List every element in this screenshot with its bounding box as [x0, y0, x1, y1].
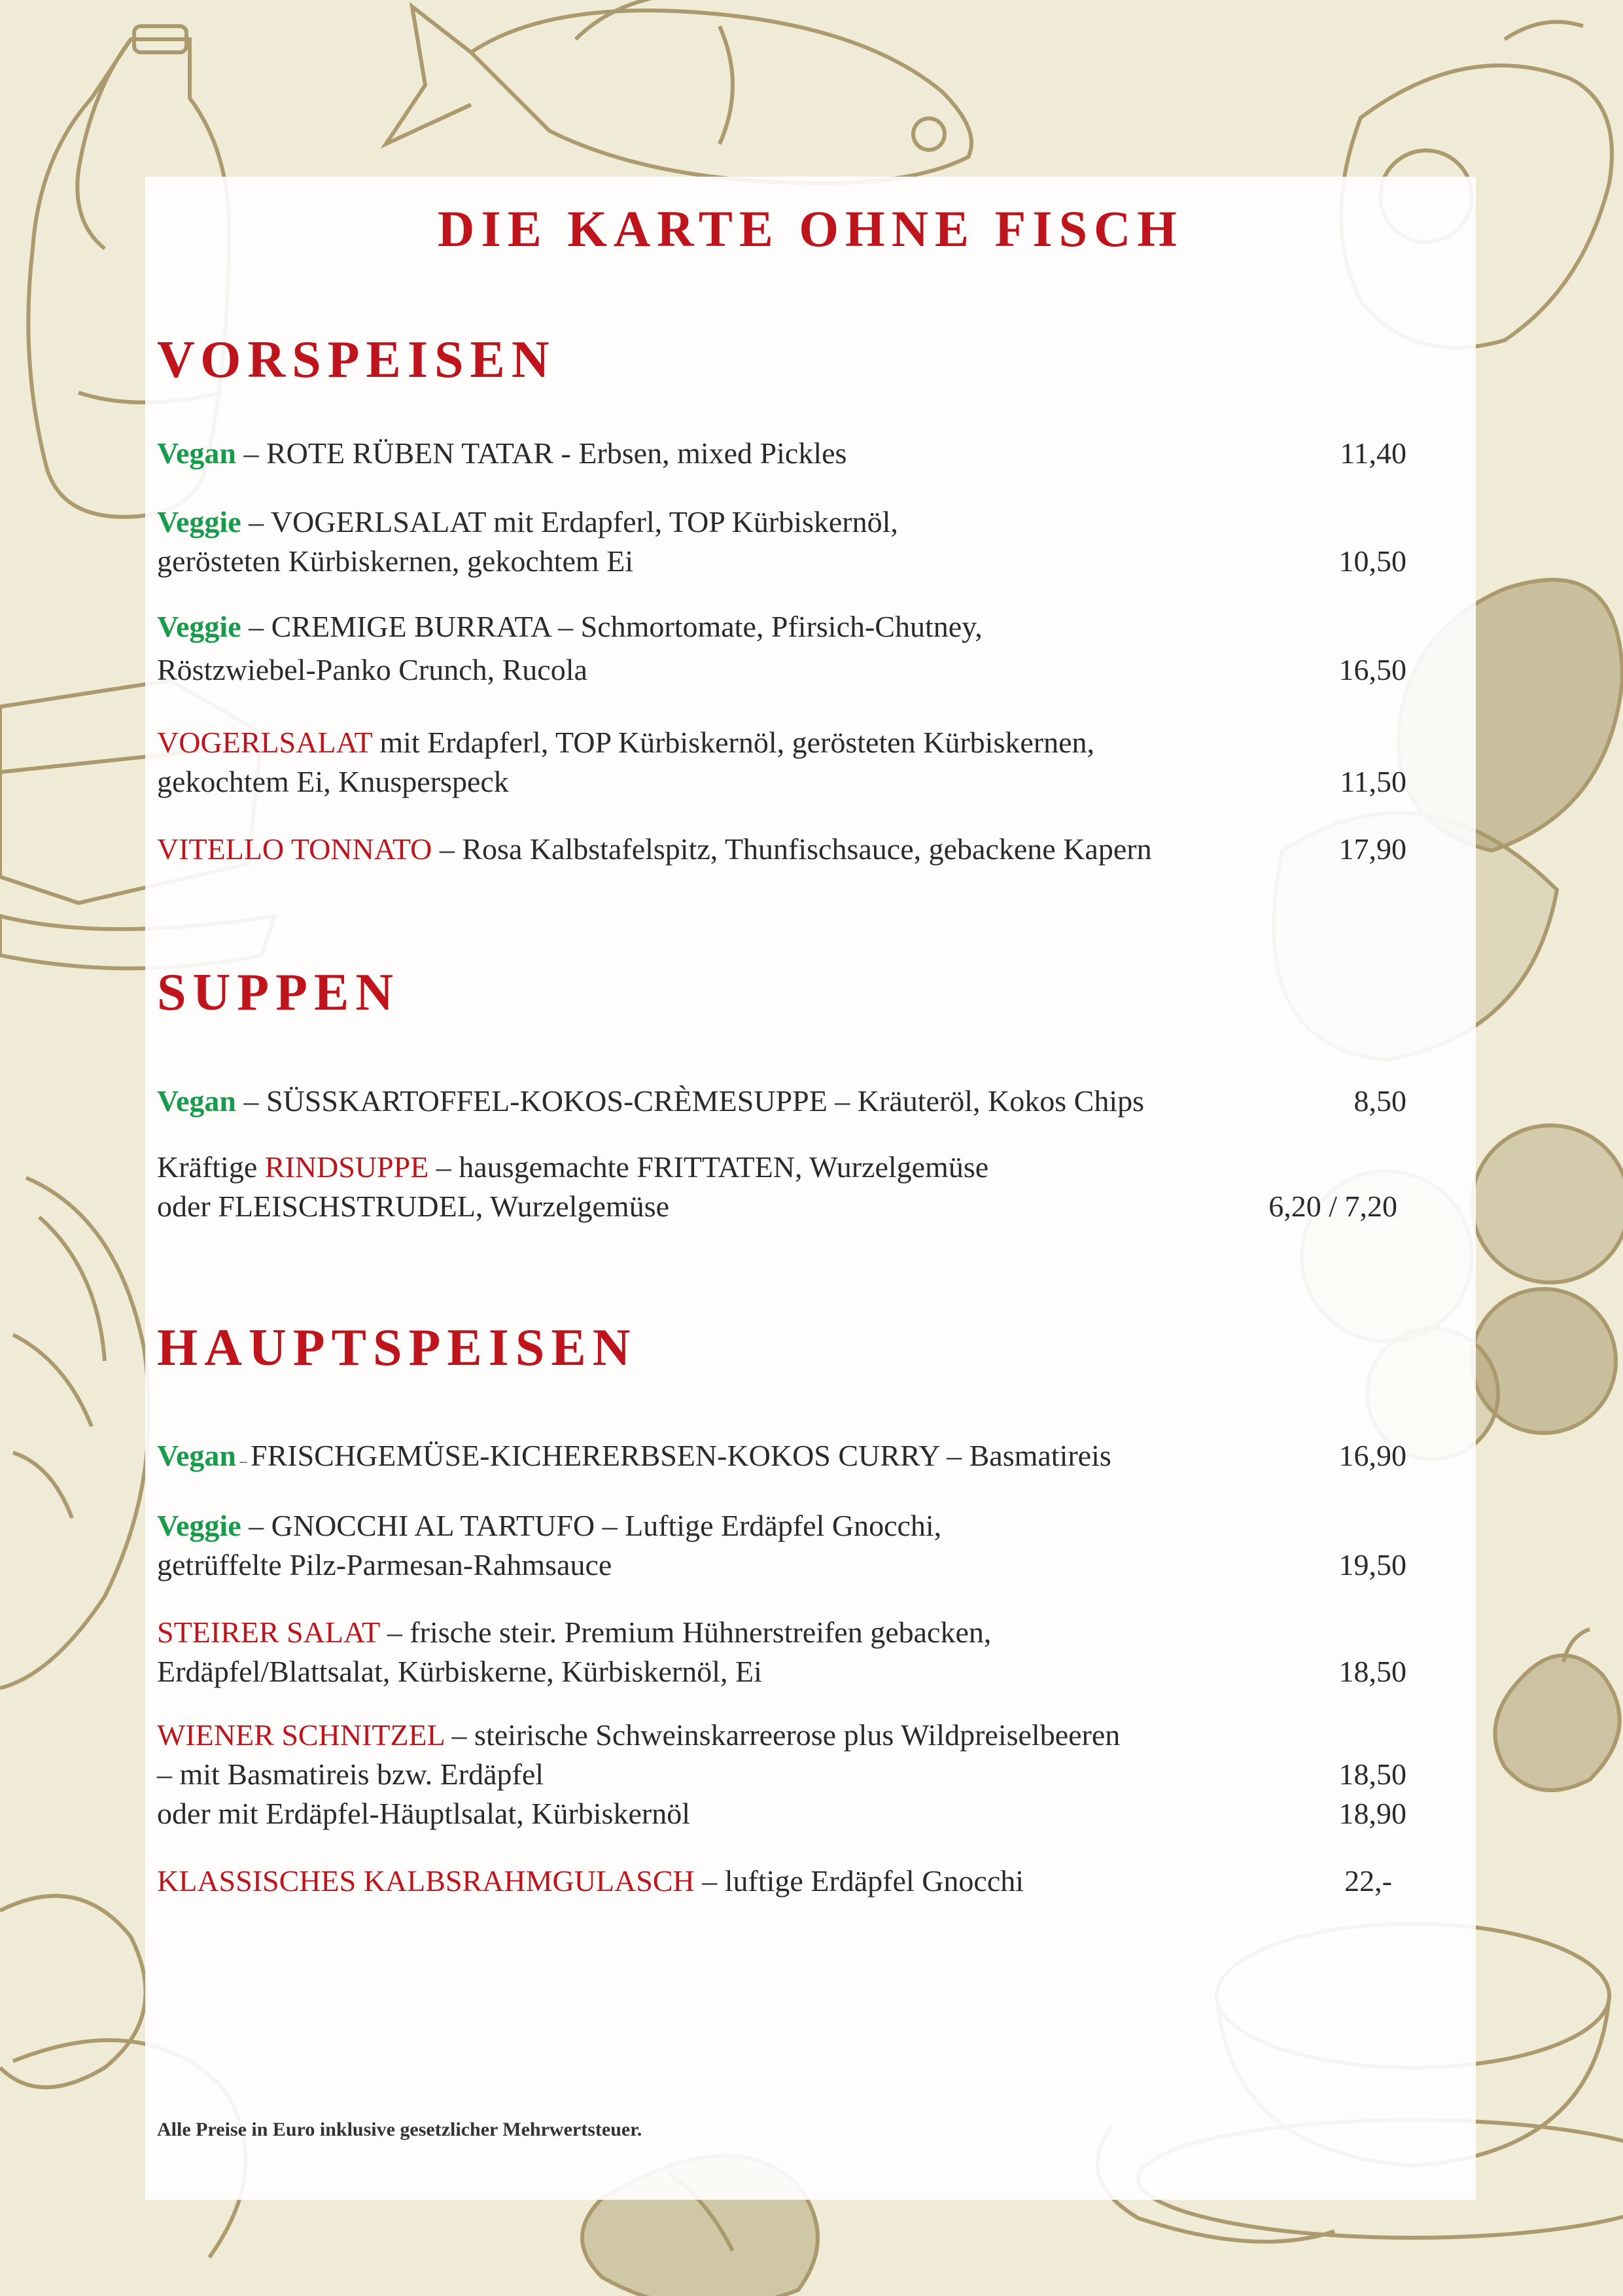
item-description: gerösteten Kürbiskernen, gekochtem Ei	[157, 544, 634, 578]
menu-item	[157, 1613, 1406, 1691]
item-price: 16,50	[1338, 653, 1406, 686]
dish-name: RINDSUPPE	[264, 1150, 429, 1184]
garlic-icon	[1495, 1629, 1619, 1790]
menu-item	[157, 830, 1406, 869]
item-description: Röstzwiebel-Panko Crunch, Rucola	[157, 653, 587, 686]
item-description: – mit Basmatireis bzw. Erdäpfel	[157, 1757, 544, 1791]
dish-name: KLASSISCHES KALBSRAHMGULASCH	[157, 1864, 695, 1898]
item-description: mit Erdapferl, TOP Kürbiskernöl, gerösteten Kürbiskernen,	[372, 726, 1095, 759]
item-description: – hausgemachte FRITTATEN, Wurzelgemüse	[428, 1150, 989, 1184]
dash-separator: –	[236, 1453, 251, 1469]
section-heading-vorspeisen: VORSPEISEN	[157, 331, 556, 389]
item-description: – ROTE RÜBEN TATAR - Erbsen, mixed Pickles	[236, 436, 847, 470]
vegan-tag: Vegan	[157, 1084, 236, 1118]
item-description: gekochtem Ei, Knusperspeck	[157, 765, 509, 798]
menu-item	[157, 723, 1406, 802]
veggie-tag: Veggie	[157, 610, 241, 643]
vegan-tag: Vegan	[157, 1439, 236, 1472]
dish-name: WIENER SCHNITZEL	[157, 1718, 445, 1752]
menu-item	[157, 503, 1406, 581]
dish-name: VITELLO TONNATO	[157, 832, 432, 866]
item-description: – Rosa Kalbstafelspitz, Thunfischsauce, gebackene Kapern	[432, 832, 1152, 866]
item-price: 11,40	[1340, 436, 1406, 470]
menu-item	[157, 1082, 1406, 1121]
dish-name: STEIRER SALAT	[157, 1616, 380, 1649]
menu-item	[157, 434, 1406, 473]
item-prefix: Kräftige	[157, 1150, 265, 1184]
item-price: 6,20 / 7,20	[1268, 1190, 1397, 1223]
item-description: – GNOCCHI AL TARTUFO – Luftige Erdäpfel Gnocchi,	[241, 1509, 942, 1542]
item-description: – luftige Erdäpfel Gnocchi	[694, 1864, 1024, 1898]
fish-icon	[386, 0, 971, 183]
item-description: – CREMIGE BURRATA – Schmortomate, Pfirsich-Chutney,	[241, 610, 983, 643]
item-price: 16,90	[1338, 1439, 1406, 1472]
item-description: getrüffelte Pilz-Parmesan-Rahmsauce	[157, 1548, 612, 1581]
item-description: – SÜSSKARTOFFEL-KOKOS-CRÈMESUPPE – Kräuteröl, Kokos Chips	[236, 1084, 1145, 1118]
item-price: 18,50	[1338, 1655, 1406, 1688]
page-title: DIE KARTE OHNE FISCH	[438, 200, 1183, 257]
item-price: 18,90	[1338, 1797, 1406, 1830]
vegan-tag: Vegan	[157, 436, 236, 470]
item-description: Erdäpfel/Blattsalat, Kürbiskerne, Kürbiskernöl, Ei	[157, 1655, 762, 1688]
section-heading-suppen: SUPPEN	[157, 964, 400, 1021]
item-price: 22,-	[1344, 1864, 1392, 1898]
item-description: – frische steir. Premium Hühnerstreifen gebacken,	[379, 1616, 992, 1649]
menu-item	[157, 1436, 1406, 1481]
menu-item	[157, 607, 1406, 690]
item-price: 10,50	[1338, 544, 1406, 578]
shrimp-icon	[0, 1178, 149, 1688]
menu-item	[157, 1148, 1406, 1226]
item-description: FRISCHGEMÜSE-KICHERERBSEN-KOKOS CURRY – Basmatireis	[251, 1439, 1111, 1472]
menu-item	[157, 1716, 1406, 1833]
item-price: 8,50	[1353, 1084, 1406, 1118]
item-price: 19,50	[1338, 1548, 1406, 1581]
item-description: oder mit Erdäpfel-Häuptlsalat, Kürbiskernöl	[157, 1797, 690, 1830]
item-description: oder FLEISCHSTRUDEL, Wurzelgemüse	[157, 1190, 670, 1223]
item-price: 18,50	[1338, 1757, 1406, 1791]
item-description: – VOGERLSALAT mit Erdapferl, TOP Kürbiskernöl,	[241, 505, 898, 539]
section-heading-hauptspeisen: HAUPTSPEISEN	[157, 1319, 637, 1377]
dish-name: VOGERLSALAT	[157, 726, 372, 759]
item-price: 11,50	[1340, 765, 1406, 798]
veggie-tag: Veggie	[157, 1509, 241, 1542]
item-price: 17,90	[1338, 832, 1406, 866]
menu-item	[157, 1506, 1406, 1585]
menu-item	[157, 1862, 1406, 1901]
veggie-tag: Veggie	[157, 505, 241, 539]
item-description: – steirische Schweinskarreerose plus Wildpreiselbeeren	[444, 1718, 1121, 1752]
footnote: Alle Preise in Euro inklusive gesetzlicher Mehrwertsteuer.	[157, 2119, 642, 2140]
